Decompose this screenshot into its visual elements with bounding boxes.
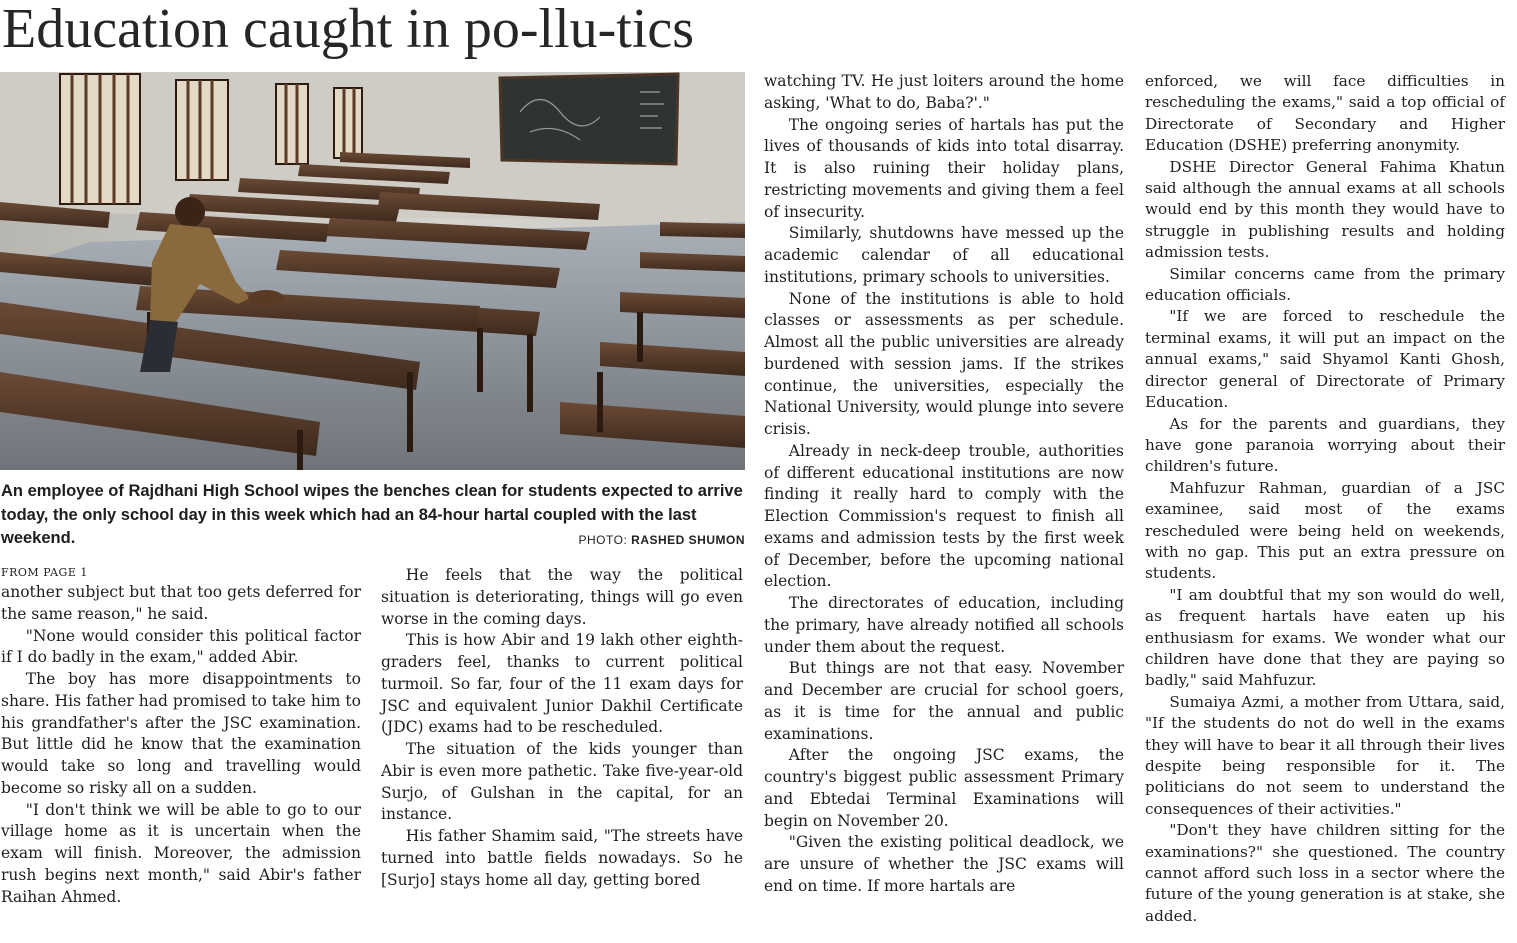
paragraph: DSHE Director General Fahima Khatun said although the annual exams at all schools would end by this month they would have to struggle in publishing results and holding admission tests.	[1145, 157, 1505, 262]
article-column-3	[764, 71, 1124, 898]
paragraph: Already in neck-deep trouble, authorities of different educational institutions are now finding it really hard to comply with the Election Commission's request to finish all exams and admission tests by the first week of December, before the upcoming national election.	[764, 441, 1124, 591]
paragraph: None of the institutions is able to hold classes or assessments as per schedule. Almost all the public universities are already burdened with session jams. If the strikes continue, the universities, especially the National University, would plunge into severe crisis.	[764, 289, 1124, 438]
paragraph: The boy has more disappointments to share. His father had promised to take him to his grandfather's after the JSC examination. But little did he know that the examination would take so long and travelling would become so risky all on a sudden.	[1, 670, 361, 797]
paragraph: As for the parents and guardians, they have gone paranoia worrying about their children's future.	[1145, 414, 1505, 476]
paragraph: "If we are forced to reschedule the terminal exams, it will put an impact on the annual exams," said Shyamol Kanti Ghosh, director general of Directorate of Primary Education.	[1145, 307, 1505, 412]
photo-caption: An employee of Rajdhani High School wipes the benches clean for students expected to arrive today, the only school day in this week which had an 84-hour hartal coupled with the last weekend.	[1, 482, 743, 547]
paragraph: But things are not that easy. November and December are crucial for school goers, as it is time for the annual and public examinations.	[764, 659, 1124, 743]
paragraph: enforced, we will face difficulties in rescheduling the exams," said a top official of Directorate of Secondary and Higher Education (DSHE) preferring anonymity.	[1145, 72, 1505, 155]
paragraph: Sumaiya Azmi, a mother from Uttara, said, "If the students do not do well in the exams they will have to bear it all through their lives despite being responsible for it. The politicians do not seem to understand the consequences of their activities."	[1145, 692, 1505, 818]
paragraph: He feels that the way the political situation is deteriorating, things will go even worse in the coming days.	[381, 566, 743, 628]
paragraph: The ongoing series of hartals has put the lives of thousands of kids into total disarray. It is also ruining their holiday plans, restricting movements and giving them a feel of insecurity.	[764, 115, 1124, 221]
paragraph: This is how Abir and 19 lakh other eighth-graders feel, thanks to current political turmoil. So far, four of the 11 exam days for JSC and equivalent Junior Dakhil Certificate (JDC) exams had to be rescheduled.	[381, 631, 743, 737]
article-column-4	[1145, 71, 1505, 927]
paragraph: another subject but that too gets deferred for the same reason," he said.	[1, 583, 361, 623]
paragraph: The directorates of education, including the primary, have already notified all schools under them about the request.	[764, 594, 1124, 656]
photo-credit-label: PHOTO:	[578, 533, 628, 547]
paragraph: Similarly, shutdowns have messed up the academic calendar of all educational institutions, primary schools to universities.	[764, 224, 1124, 286]
headline: Education caught in po-llu-tics	[2, 0, 695, 60]
article-column-1	[1, 582, 361, 908]
paragraph: His father Shamim said, "The streets have turned into battle fields nowadays. So he [Surjo] stays home all day, getting bored	[381, 827, 743, 889]
paragraph: "None would consider this political factor if I do badly in the exam," added Abir.	[1, 626, 361, 667]
photo-credit	[579, 533, 745, 547]
continuation-label: FROM PAGE 1	[1, 566, 88, 579]
paragraph: The situation of the kids younger than Abir is even more pathetic. Take five-year-old Surjo, of Gulshan in the capital, for an instance.	[381, 740, 743, 824]
paragraph: Mahfuzur Rahman, guardian of a JSC examinee, said most of the exams rescheduled were being held on weekends, with no gap. This put an extra pressure on students.	[1145, 478, 1505, 583]
paragraph: "Given the existing political deadlock, we are unsure of whether the JSC exams will end on time. If more hartals are	[764, 833, 1124, 895]
paragraph: watching TV. He just loiters around the home asking, 'What to do, Baba?'."	[764, 72, 1124, 112]
paragraph: "Don't they have children sitting for the examinations?" she questioned. The country cannot afford such loss in a sector where the future of the young generation is at stake, she added.	[1145, 821, 1505, 925]
paragraph: Similar concerns came from the primary education officials.	[1145, 264, 1505, 305]
photo-credit-name: RASHED SHUMON	[631, 533, 745, 547]
classroom-photo	[0, 72, 745, 470]
news-photo	[0, 72, 745, 470]
article-column-2	[381, 565, 743, 891]
paragraph: After the ongoing JSC exams, the country's biggest public assessment Primary and Ebtedai Terminal Examinations will begin on November 20.	[764, 746, 1124, 830]
paragraph: "I don't think we will be able to go to our village home as it is uncertain when the exam will finish. Moreover, the admission rush begins next month," said Abir's father Raihan Ahmed.	[1, 800, 361, 906]
paragraph: "I am doubtful that my son would do well, as frequent hartals have eaten up his enthusiasm for exams. We wonder what our children have done that they are paying so badly," said Mahfuzur.	[1145, 585, 1505, 690]
